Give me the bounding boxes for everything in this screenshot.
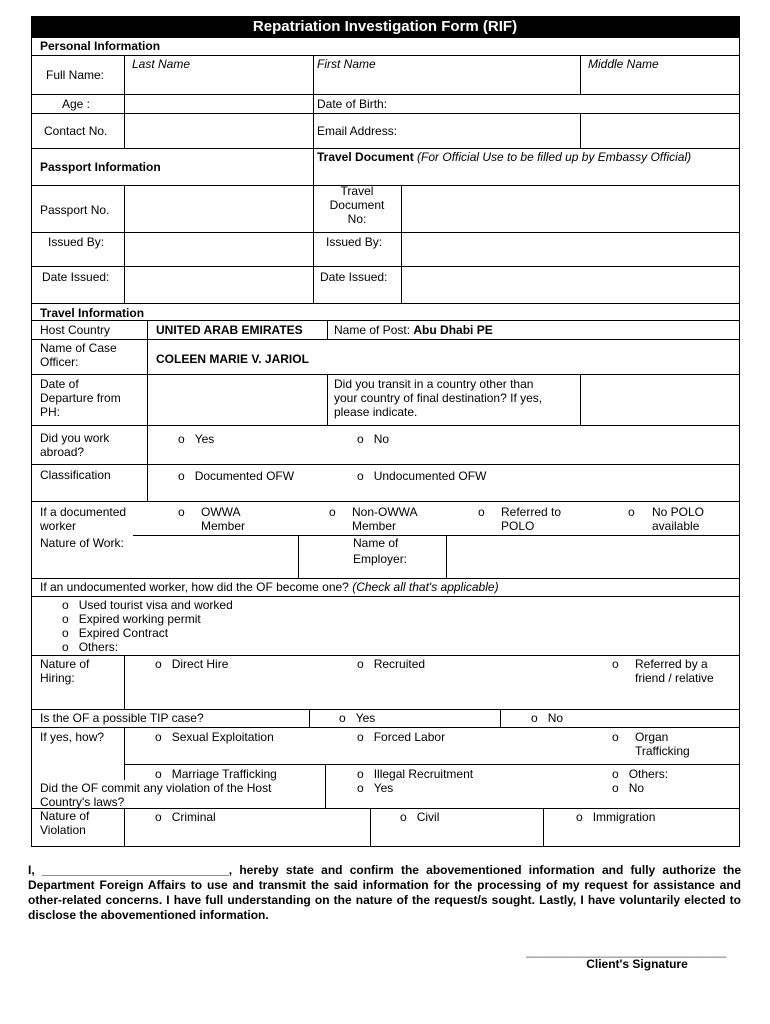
undoc-option-label: Others: [78,640,119,654]
radio-icon: o [339,711,346,725]
if-documented-label-1: If a documented [40,505,127,519]
travel-doc-issued-by-label: Issued By: [326,235,383,249]
hiring-label-1: Nature of [40,657,90,671]
undoc-option-checkbox[interactable] [62,598,233,612]
radio-icon: o [62,598,69,612]
travel-info-heading: Travel Information [40,306,145,320]
radio-label: Yes [373,781,394,795]
middle-name-label: Middle Name [588,57,659,71]
undocumented-ofw-radio[interactable] [357,469,486,483]
tip-no-radio[interactable] [531,711,563,725]
radio-icon: o [612,781,619,795]
dob-label: Date of Birth: [317,97,388,111]
nature-violation-label-2: Violation [40,823,86,837]
host-country-value: UNITED ARAB EMIRATES [156,323,303,337]
radio-icon: o [357,767,364,781]
undoc-option-label: Used tourist visa and worked [78,598,233,612]
organ-trafficking-label-1: Organ [635,730,669,744]
radio-label: Sexual Exploitation [171,730,274,744]
tip-yes-radio[interactable] [339,711,375,725]
travel-doc-heading [317,150,691,164]
owwa-label-2: Member [201,519,246,533]
civil-radio[interactable] [400,810,439,824]
radio-label: Criminal [171,810,216,824]
nature-violation-label-1: Nature of [40,809,90,823]
violation-no-radio[interactable] [612,781,644,795]
employer-label-1: Name of [353,536,399,550]
radio-icon: o [357,432,364,446]
passport-no-label: Passport No. [40,203,110,217]
radio-icon: o [178,469,185,483]
hiring-label-2: Hiring: [40,671,75,685]
forced-labor-radio[interactable] [357,730,445,744]
radio-label: Yes [355,711,376,725]
radio-label: Recruited [373,657,426,671]
referred-friend-label-2: friend / relative [635,671,714,685]
referred-polo-label-2: POLO [501,519,535,533]
age-label: Age : [62,97,91,111]
referred-polo-radio-icon[interactable]: o [478,505,485,519]
transit-question-3: please indicate. [334,405,418,419]
documented-ofw-radio[interactable] [178,469,294,483]
form-title: Repatriation Investigation Form (RIF) [31,16,739,38]
no-polo-label-1: No POLO [652,505,705,519]
radio-icon: o [62,626,69,640]
radio-icon: o [155,767,162,781]
email-label: Email Address: [317,124,398,138]
referred-polo-label-1: Referred to [501,505,562,519]
referred-friend-radio-icon[interactable]: o [612,657,619,671]
personal-info-heading: Personal Information [40,39,161,53]
host-country-label: Host Country [40,323,111,337]
violation-yes-radio[interactable] [357,781,393,795]
undoc-option-checkbox[interactable] [62,640,118,654]
transit-question-1: Did you transit in a country other than [334,377,534,391]
departure-label-2: Departure from [40,391,121,405]
organ-trafficking-radio-icon[interactable]: o [612,730,619,744]
undoc-option-checkbox[interactable] [62,626,168,640]
tip-question: Is the OF a possible TIP case? [40,711,204,725]
no-polo-radio-icon[interactable]: o [628,505,635,519]
radio-label: Marriage Trafficking [171,767,277,781]
nature-of-work-label: Nature of Work: [40,536,124,550]
immigration-radio[interactable] [576,810,655,824]
owwa-radio-icon[interactable]: o [178,505,185,519]
radio-icon: o [357,781,364,795]
radio-label: Yes [194,432,215,446]
radio-icon: o [531,711,538,725]
declaration-text: I, ____________________________, hereby state and confirm the abovementioned information and fully authorize the Department Foreign Affairs to use and transmit the said information for the processing of my request for assistance and other-related concerns. I have full understanding on the nature of the request/s sought. Lastly, I have voluntarily elected to disclose the abovementioned information. [28,863,741,922]
non-owwa-label-2: Member [352,519,397,533]
radio-label: No [628,781,645,795]
radio-label: Documented OFW [194,469,295,483]
undoc-option-label: Expired working permit [78,612,201,626]
radio-icon: o [576,810,583,824]
case-officer-label-1: Name of Case [40,341,117,355]
work-abroad-label-1: Did you work [40,431,110,445]
post-label: Name of Post: [334,323,411,337]
organ-trafficking-label-2: Trafficking [635,744,690,758]
full-name-label: Full Name: [46,68,105,82]
undocumented-question-note: (Check all that's applicable) [352,580,499,594]
travel-doc-no-line1: Travel [340,184,374,198]
signature-line: ______________________________ [526,944,727,958]
no-polo-label-2: available [652,519,700,533]
non-owwa-radio-icon[interactable]: o [329,505,336,519]
recruited-radio[interactable] [357,657,425,671]
radio-icon: o [612,767,619,781]
radio-label: Undocumented OFW [373,469,487,483]
radio-label: No [373,432,390,446]
first-name-label: First Name [317,57,376,71]
radio-label: No [547,711,564,725]
departure-label-1: Date of [40,377,79,391]
departure-label-3: PH: [40,405,61,419]
radio-label: Direct Hire [171,657,229,671]
post-value: Abu Dhabi PE [413,323,493,337]
work-abroad-no-radio[interactable] [357,432,389,446]
radio-label: Forced Labor [373,730,446,744]
radio-icon: o [62,612,69,626]
radio-icon: o [357,469,364,483]
travel-doc-no-line2: Document [329,198,385,212]
marriage-trafficking-radio[interactable] [155,767,277,781]
radio-icon: o [155,730,162,744]
travel-doc-no-line3: No: [347,212,367,226]
owwa-label-1: OWWA [201,505,241,519]
direct-hire-radio[interactable] [155,657,228,671]
work-abroad-label-2: abroad? [40,445,85,459]
radio-label: Others: [628,767,669,781]
radio-label: Civil [416,810,440,824]
passport-issued-by-label: Issued By: [48,235,105,249]
radio-icon: o [155,810,162,824]
tip-others-radio[interactable] [612,767,668,781]
radio-icon: o [62,640,69,654]
transit-question-2: your country of final destination? If yes, [334,391,543,405]
undoc-option-label: Expired Contract [78,626,169,640]
radio-icon: o [155,657,162,671]
radio-icon: o [357,657,364,671]
undocumented-question [40,580,499,594]
violation-question-2: Country's laws? [40,795,125,809]
travel-doc-date-issued-label: Date Issued: [320,270,388,284]
passport-date-issued-label: Date Issued: [42,270,110,284]
radio-icon: o [178,432,185,446]
referred-friend-label-1: Referred by a [635,657,708,671]
signature-label: Client's Signature [586,957,688,971]
criminal-radio[interactable] [155,810,216,824]
illegal-recruitment-radio[interactable] [357,767,473,781]
radio-label: Illegal Recruitment [373,767,474,781]
if-documented-label-2: worker [40,519,77,533]
employer-label-2: Employer: [353,552,408,566]
last-name-label: Last Name [132,57,191,71]
work-abroad-yes-radio[interactable] [178,432,214,446]
travel-doc-note: (For Official Use to be filled up by Embassy Official) [417,150,692,164]
radio-label: Immigration [592,810,656,824]
classification-label: Classification [40,468,111,482]
contact-label: Contact No. [44,124,108,138]
case-officer-label-2: Officer: [40,355,79,369]
undoc-option-checkbox[interactable] [62,612,201,626]
radio-icon: o [400,810,407,824]
sexual-exploitation-radio[interactable] [155,730,274,744]
travel-doc-title: Travel Document [317,150,414,164]
undocumented-question-text: If an undocumented worker, how did the OF become one? [40,580,349,594]
if-yes-how-label: If yes, how? [40,730,105,744]
non-owwa-label-1: Non-OWWA [352,505,418,519]
violation-question-1: Did the OF commit any violation of the Host [40,781,272,795]
case-officer-value: COLEEN MARIE V. JARIOL [156,352,309,366]
post-field [334,323,493,337]
passport-info-heading: Passport Information [40,160,161,174]
radio-icon: o [357,730,364,744]
